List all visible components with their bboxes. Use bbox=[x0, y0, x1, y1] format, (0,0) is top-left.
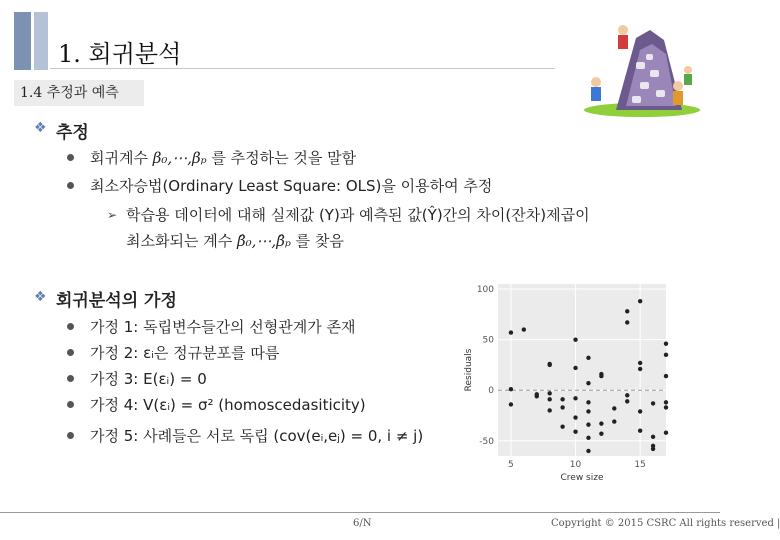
data-point bbox=[535, 394, 539, 398]
data-point bbox=[586, 409, 590, 413]
data-point bbox=[638, 409, 642, 413]
data-point bbox=[560, 424, 564, 428]
title-accent-bar-light bbox=[34, 12, 48, 70]
section2-heading: 회귀분석의 가정 bbox=[56, 291, 177, 311]
data-point bbox=[547, 408, 551, 412]
coef-math: β₀,⋯,βₚ bbox=[152, 149, 207, 167]
data-point bbox=[586, 356, 590, 360]
puzzle-people-illustration bbox=[578, 10, 708, 128]
data-point bbox=[547, 397, 551, 401]
section1-heading: 추정 bbox=[56, 123, 89, 143]
bullet-dot-icon bbox=[67, 401, 74, 408]
diamond-bullet-icon: ❖ bbox=[34, 120, 47, 136]
y-tick-label: 50 bbox=[482, 335, 494, 346]
diamond-bullet-icon: ❖ bbox=[34, 289, 47, 305]
bullet-dot-icon bbox=[67, 154, 74, 161]
data-point bbox=[664, 400, 668, 404]
copyright-text: Copyright © 2015 CSRC All rights reserved | bbox=[551, 518, 780, 529]
assumption-1: 가정 1: 독립변수들간의 선형관계가 존재 bbox=[90, 318, 356, 336]
y-tick-label: -50 bbox=[479, 436, 494, 447]
assumption-3: 가정 3: E(εᵢ) = 0 bbox=[90, 370, 207, 388]
x-axis-label: Crew size bbox=[560, 473, 604, 483]
assumption-2: 가정 2: εᵢ은 정규분포를 따름 bbox=[90, 344, 280, 362]
data-point bbox=[638, 367, 642, 371]
title-accent-bar bbox=[14, 12, 31, 70]
data-point bbox=[573, 366, 577, 370]
section1-bullet-2: 최소자승법(Ordinary Least Square: OLS)을 이용하여 추정 bbox=[90, 177, 493, 195]
data-point bbox=[664, 374, 668, 378]
data-point bbox=[638, 429, 642, 433]
data-point bbox=[664, 341, 668, 345]
data-point bbox=[651, 447, 655, 451]
bullet-dot-icon bbox=[67, 323, 74, 330]
data-point bbox=[612, 406, 616, 410]
data-point bbox=[509, 402, 513, 406]
data-point bbox=[547, 391, 551, 395]
bullet-dot-icon bbox=[67, 432, 74, 439]
data-point bbox=[522, 327, 526, 331]
x-tick-label: 15 bbox=[634, 460, 646, 470]
page-number: 6/N bbox=[353, 518, 372, 529]
title-divider bbox=[50, 68, 555, 69]
data-point bbox=[625, 309, 629, 313]
data-point bbox=[651, 435, 655, 439]
data-point bbox=[599, 432, 603, 436]
section1-sub-bullet-line2: 최소화되는 계수 β̂₀,⋯,β̂ₚ 를 찾음 bbox=[126, 232, 344, 250]
data-point bbox=[638, 361, 642, 365]
data-point bbox=[586, 449, 590, 453]
x-tick-label: 10 bbox=[569, 460, 582, 470]
bullet-dot-icon bbox=[67, 375, 74, 382]
data-point bbox=[625, 393, 629, 397]
footer-divider bbox=[0, 512, 720, 513]
data-point bbox=[573, 396, 577, 400]
section1-bullet-1: 회귀계수 β₀,⋯,βₚ 를 추정하는 것을 말함 bbox=[90, 149, 357, 167]
data-point bbox=[664, 405, 668, 409]
data-point bbox=[560, 397, 564, 401]
data-point bbox=[586, 381, 590, 385]
y-tick-label: 0 bbox=[488, 386, 494, 397]
data-point bbox=[664, 353, 668, 357]
data-point bbox=[664, 431, 668, 435]
arrow-bullet-icon: ➢ bbox=[107, 208, 118, 222]
data-point bbox=[573, 415, 577, 419]
y-axis-label: Residuals bbox=[464, 348, 474, 392]
data-point bbox=[586, 400, 590, 404]
assumption-5: 가정 5: 사례들은 서로 독립 (cov(eᵢ,eⱼ) = 0, i ≠ j) bbox=[90, 427, 424, 445]
residual-scatter-plot bbox=[460, 280, 672, 484]
slide-subtitle: 1.4 추정과 예측 bbox=[14, 80, 144, 106]
y-tick-label: 100 bbox=[476, 285, 494, 296]
data-point bbox=[651, 401, 655, 405]
data-point bbox=[573, 430, 577, 434]
data-point bbox=[638, 299, 642, 303]
data-point bbox=[547, 363, 551, 367]
section1-sub-bullet-line1: 학습용 데이터에 대해 실제값 (Y)과 예측된 값(Ŷ)간의 차이(잔차)제곱이 bbox=[126, 206, 590, 224]
data-point bbox=[599, 374, 603, 378]
data-point bbox=[509, 330, 513, 334]
assumption-4: 가정 4: V(εᵢ) = σ² (homoscedasiticity) bbox=[90, 396, 366, 414]
data-point bbox=[509, 387, 513, 391]
data-point bbox=[625, 320, 629, 324]
data-point bbox=[573, 337, 577, 341]
data-point bbox=[599, 421, 603, 425]
bullet-dot-icon bbox=[67, 182, 74, 189]
data-point bbox=[586, 422, 590, 426]
bullet-dot-icon bbox=[67, 349, 74, 356]
coef-hat-math: β̂₀,⋯,β̂ₚ bbox=[236, 232, 291, 250]
slide-title: 1. 회귀분석 bbox=[58, 40, 182, 68]
data-point bbox=[625, 399, 629, 403]
data-point bbox=[612, 419, 616, 423]
data-point bbox=[586, 436, 590, 440]
data-point bbox=[560, 405, 564, 409]
x-tick-label: 5 bbox=[508, 460, 514, 470]
